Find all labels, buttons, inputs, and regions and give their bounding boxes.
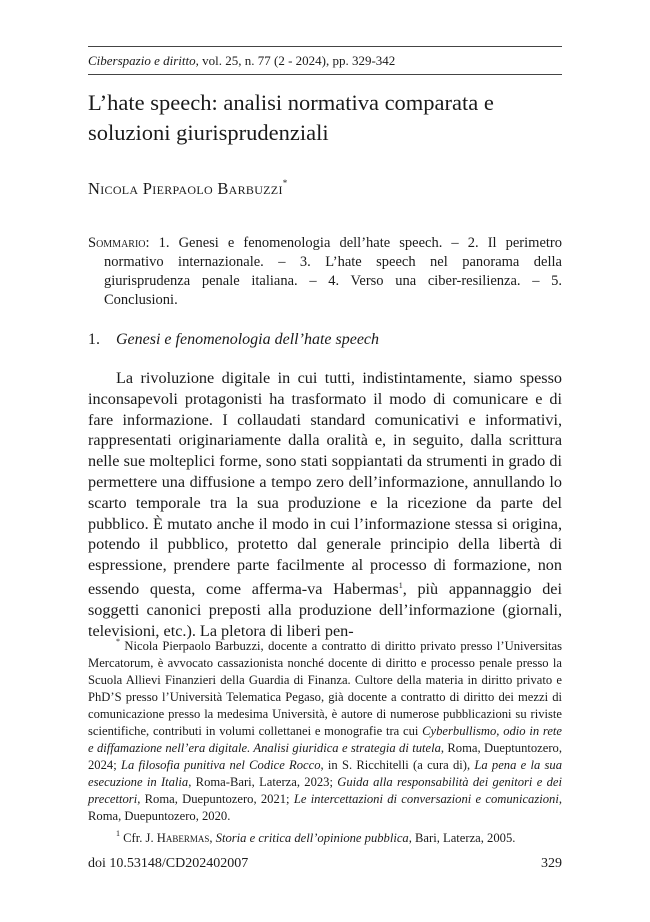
fn1-text-c: , Bari, Laterza, 2005. bbox=[408, 831, 516, 845]
journal-details: , vol. 25, n. 77 (2 - 2024), pp. 329-342 bbox=[195, 53, 396, 68]
body-paragraph bbox=[88, 368, 562, 641]
body-part-1: La rivoluzione digitale in cui tutti, indistintamente, siamo spesso inconsapevoli protagonisti ha trasformato il modo di comunicare e di fare informazione. I collaudati standard comunicativi e informativi, rappresentati originariamente dalla oralità e, in seguito, dalla scrittura nelle sue molteplici forme, sono stati soppiantati da strumenti in grado di permettere una diffusione a tempo zero dell’informazione, annullando lo scarto temporale tra la sua produzione e la ricezione da parte del pubblico. È mutato anche il modo in cui l’informazione stessa si origina, potendo il pubblico, protetto dal generale principio della libertà di espressione, prendere parte facilmente al processo di formazione, non essendo questa, come afferma-va Habermas bbox=[88, 369, 562, 598]
fn-star-text-e: , in S. Ricchitelli (a cura di), bbox=[320, 758, 475, 772]
running-header bbox=[88, 53, 562, 69]
author-name: Nicola Pierpaolo Barbuzzi bbox=[88, 179, 283, 198]
fn-star-work-1: Cyberbullismo, odio in rete e diffamazione nell’era digitale. Analisi giuridica e strategia di tutela bbox=[88, 724, 562, 755]
summary-label: Sommario: bbox=[88, 235, 150, 251]
footnote-1-mark: 1 bbox=[116, 829, 120, 838]
footnotes bbox=[88, 633, 562, 847]
summary-block bbox=[88, 234, 562, 310]
fn1-text-b: , bbox=[209, 831, 216, 845]
journal-name: Ciberspazio e diritto bbox=[88, 53, 196, 68]
header-top-rule bbox=[88, 46, 562, 47]
section-number: 1. bbox=[88, 331, 100, 348]
fn-star-work-2: La filosofia punitiva nel Codice Rocco bbox=[120, 758, 321, 772]
fn-star-work-4: Guida alla responsabilità dei genitori e dei precettori bbox=[88, 775, 562, 806]
fn-star-text-g: , Roma-Bari, Laterza, 2023; bbox=[188, 775, 338, 789]
article-author bbox=[88, 178, 288, 199]
fn1-work-title: Storia e critica dell’opinione pubblica bbox=[215, 831, 409, 845]
footnote-1 bbox=[88, 825, 562, 847]
fn-star-work-3: La pena e la sua esecuzione in Italia bbox=[88, 758, 562, 789]
fn1-text-a: Cfr. J. bbox=[120, 831, 157, 845]
footnote-star bbox=[88, 633, 562, 825]
fn1-author: Habermas bbox=[156, 831, 210, 845]
fn-star-text-a: Nicola Pierpaolo Barbuzzi, docente a contratto di diritto privato presso l’Universitas Mercatorum, è avvocato cassazionista nonché docente di diritto e processo penale presso la Scuola Allievi Finanzieri della Guardia di Finanza. Cultore della materia in diritto privato e PhD’S presso l’Università Telematica Pegaso, già docente a contratto di diritto dei mezzi di comunicazione presso la medesima Università, è autore di numerose pubblicazioni su riviste scientifiche, contributi in volumi collettanei e monografie tra cui bbox=[88, 639, 562, 738]
fn-star-text-c: , Roma, Dueptuntozero, 2024; bbox=[88, 741, 562, 772]
doi: doi 10.53148/CD202402007 bbox=[88, 856, 249, 871]
fn-star-text-i: , Roma, Duepuntozero, 2021; bbox=[137, 792, 294, 806]
footnote-star-mark: * bbox=[116, 637, 120, 646]
body-part-2: , più appannaggio dei soggetti canonici preposti alla produzione dell’informazione (giornali, televisioni, etc.). La pletora di liberi pen- bbox=[88, 579, 562, 640]
article-summary bbox=[88, 234, 562, 310]
page-number: 329 bbox=[541, 856, 562, 871]
body-text bbox=[88, 368, 562, 641]
fn-star-text-k: , Roma, Duepuntozero, 2020. bbox=[88, 792, 562, 823]
footnote-ref-1: 1 bbox=[398, 580, 403, 590]
header-bottom-rule bbox=[88, 74, 562, 75]
article-title: L’hate speech: analisi normativa comparata e soluzioni giurisprudenziali bbox=[88, 90, 494, 145]
fn-star-work-5: Le intercettazioni di conversazioni e comunicazioni bbox=[293, 792, 559, 806]
section-heading bbox=[88, 331, 379, 349]
summary-text: 1. Genesi e fenomenologia dell’hate speech. – 2. Il perimetro normativo internazionale. – 3. L’hate speech nel panorama della giurisprudenza penale italiana. – 4. Verso una ciber-resilienza. – 5. Conclusioni. bbox=[104, 235, 562, 308]
section-title: Genesi e fenomenologia dell’hate speech bbox=[116, 331, 380, 348]
author-footnote-mark: * bbox=[282, 178, 288, 188]
